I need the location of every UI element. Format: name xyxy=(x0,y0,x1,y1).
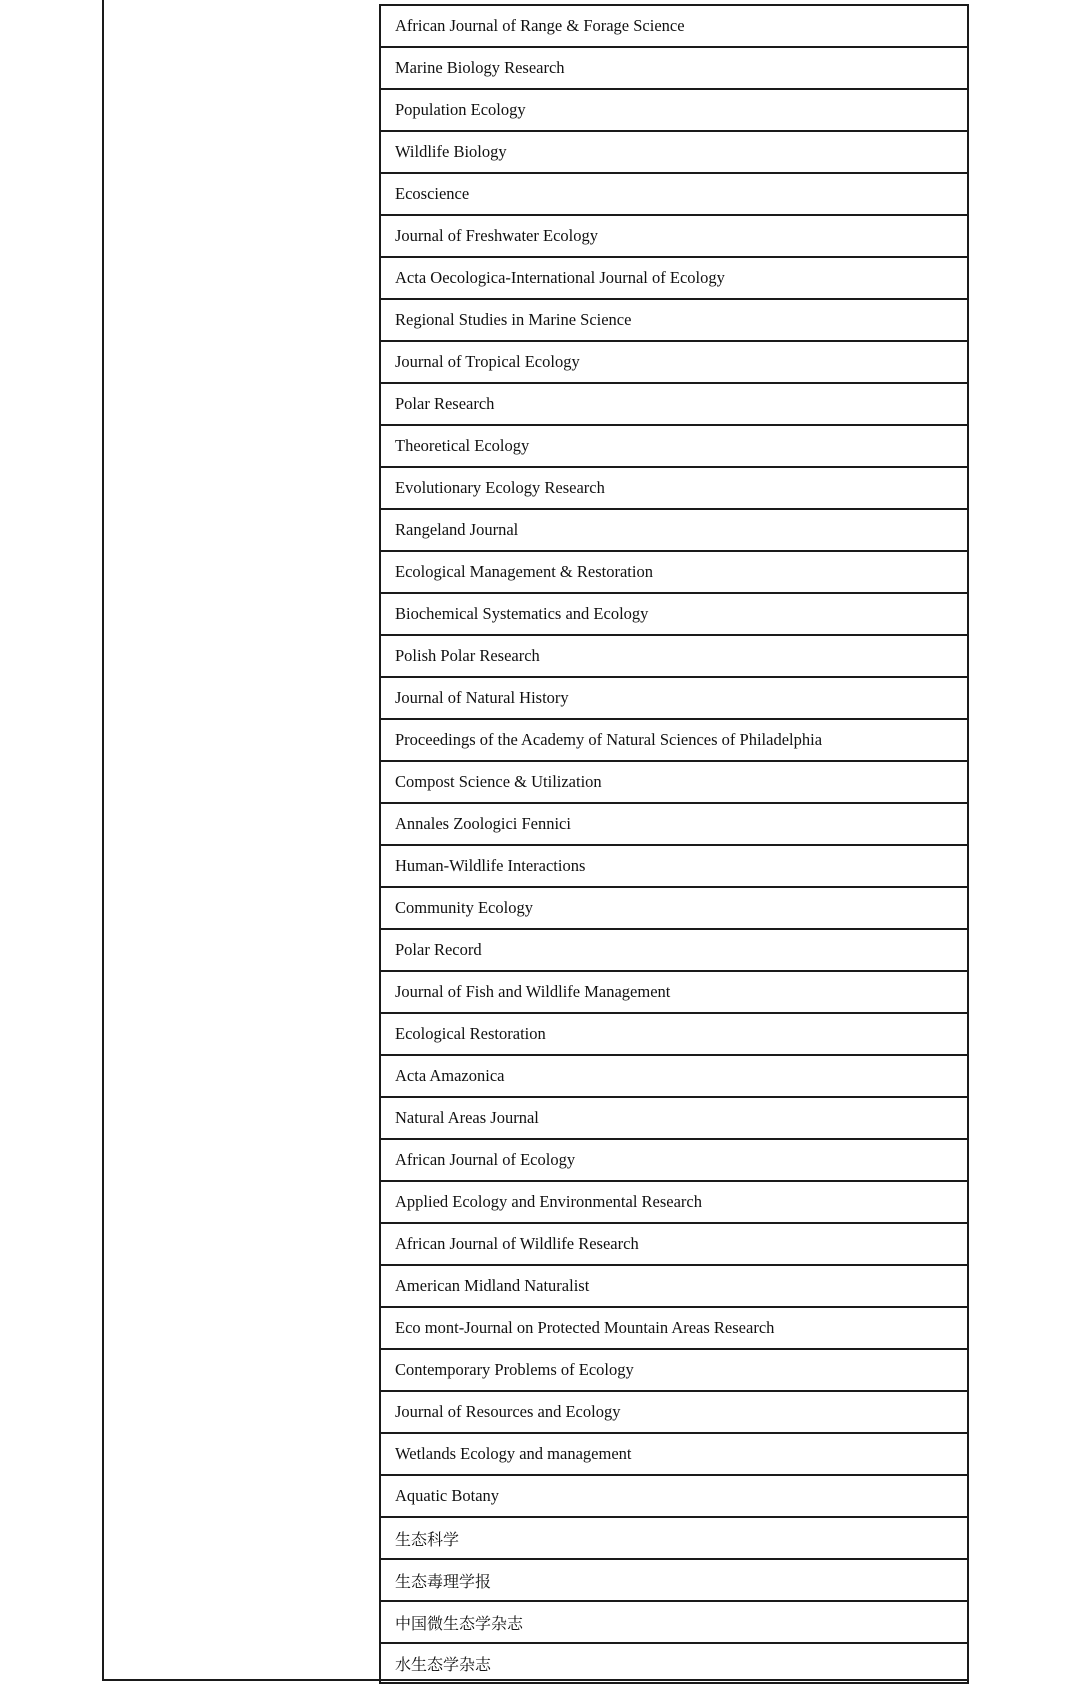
journal-list-column xyxy=(379,4,969,1684)
journal-row: Journal of Freshwater Ecology xyxy=(381,214,967,256)
journal-row: Aquatic Botany xyxy=(381,1474,967,1516)
journal-row: Rangeland Journal xyxy=(381,508,967,550)
journal-row: Wetlands Ecology and management xyxy=(381,1432,967,1474)
journal-row: African Journal of Range & Forage Science xyxy=(381,4,967,46)
journal-row: 水生态学杂志 xyxy=(381,1642,967,1684)
journal-row: Compost Science & Utilization xyxy=(381,760,967,802)
journal-row: Applied Ecology and Environmental Research xyxy=(381,1180,967,1222)
journal-row: Evolutionary Ecology Research xyxy=(381,466,967,508)
journal-row: Contemporary Problems of Ecology xyxy=(381,1348,967,1390)
journal-row: Annales Zoologici Fennici xyxy=(381,802,967,844)
journal-row: Ecoscience xyxy=(381,172,967,214)
journal-row: Population Ecology xyxy=(381,88,967,130)
journal-row: Natural Areas Journal xyxy=(381,1096,967,1138)
journal-row: Eco mont-Journal on Protected Mountain Areas Research xyxy=(381,1306,967,1348)
journal-row: 中国微生态学杂志 xyxy=(381,1600,967,1642)
journal-row: Community Ecology xyxy=(381,886,967,928)
journal-row: Journal of Fish and Wildlife Management xyxy=(381,970,967,1012)
table-bottom-border xyxy=(102,1679,969,1681)
journal-row: Acta Oecologica-International Journal of Ecology xyxy=(381,256,967,298)
journal-row: Marine Biology Research xyxy=(381,46,967,88)
journal-row: Journal of Resources and Ecology xyxy=(381,1390,967,1432)
journal-row: 生态毒理学报 xyxy=(381,1558,967,1600)
journal-row: 生态科学 xyxy=(381,1516,967,1558)
journal-row: African Journal of Wildlife Research xyxy=(381,1222,967,1264)
journal-row: Biochemical Systematics and Ecology xyxy=(381,592,967,634)
journal-row: Journal of Natural History xyxy=(381,676,967,718)
journal-row: Wildlife Biology xyxy=(381,130,967,172)
journal-row: Regional Studies in Marine Science xyxy=(381,298,967,340)
journal-row: Theoretical Ecology xyxy=(381,424,967,466)
journal-row: Acta Amazonica xyxy=(381,1054,967,1096)
journal-row: Proceedings of the Academy of Natural Sciences of Philadelphia xyxy=(381,718,967,760)
journal-row: American Midland Naturalist xyxy=(381,1264,967,1306)
table-left-border xyxy=(102,0,104,1680)
journal-row: Polish Polar Research xyxy=(381,634,967,676)
journal-row: Human-Wildlife Interactions xyxy=(381,844,967,886)
journal-row: African Journal of Ecology xyxy=(381,1138,967,1180)
journal-row: Polar Research xyxy=(381,382,967,424)
journal-row: Ecological Restoration xyxy=(381,1012,967,1054)
journal-row: Journal of Tropical Ecology xyxy=(381,340,967,382)
journal-row: Ecological Management & Restoration xyxy=(381,550,967,592)
journal-row: Polar Record xyxy=(381,928,967,970)
